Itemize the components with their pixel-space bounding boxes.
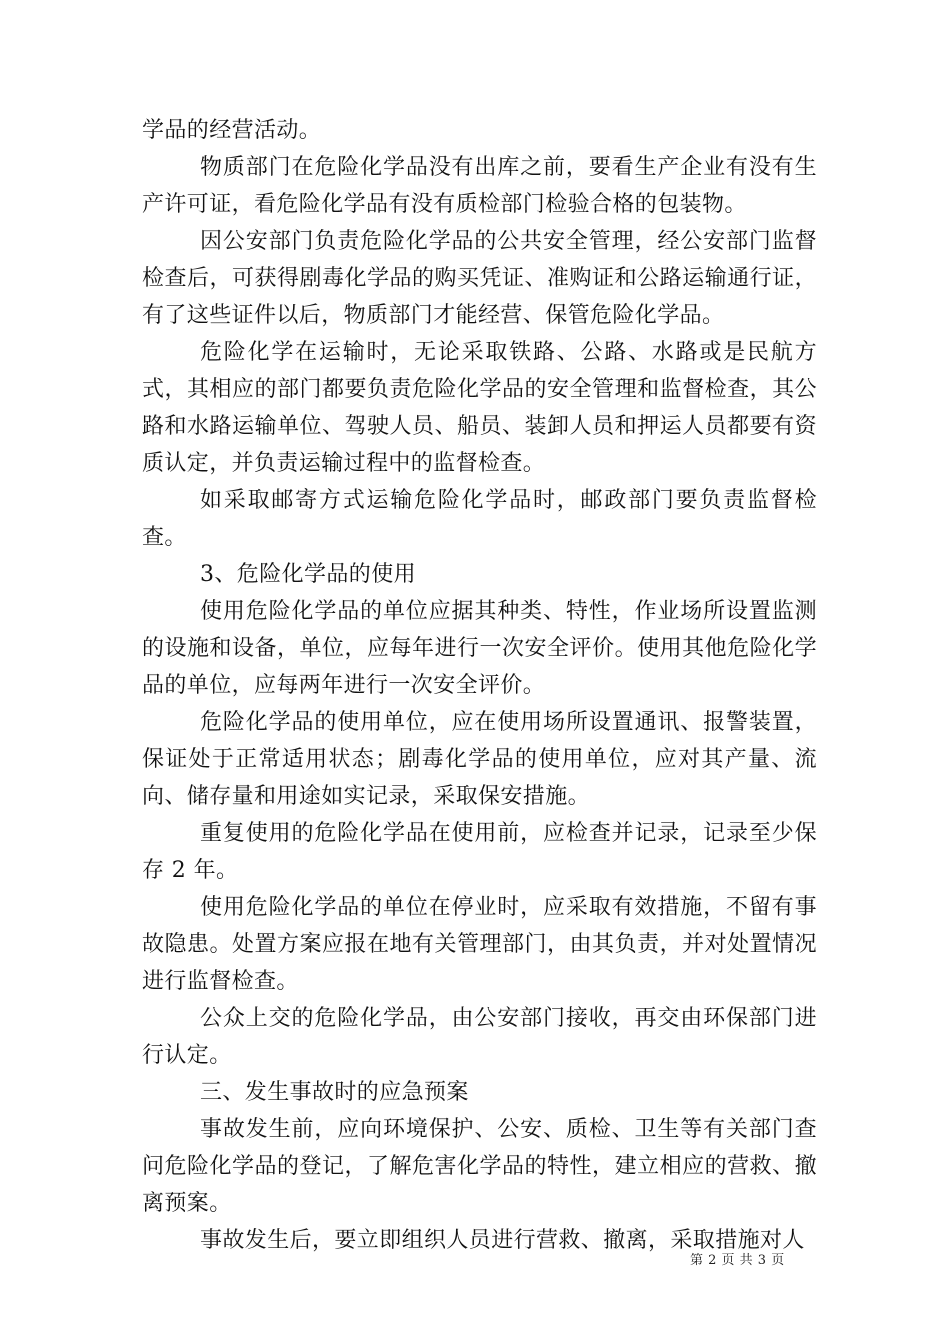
- page-number-footer: 第 2 页 共 3 页: [690, 1253, 785, 1268]
- paragraph-10: 使用危险化学品的单位在停业时，应采取有效措施，不留有事故隐患。处置方案应报在地有关管理部门，由其负责，并对处置情况进行监督检查。: [142, 895, 817, 994]
- paragraph-3: 因公安部门负责危险化学品的公共安全管理，经公安部门监督检查后，可获得剧毒化学品的购买凭证、准购证和公路运输通行证，有了这些证件以后，物质部门才能经营、保管危险化学品。: [142, 229, 817, 328]
- paragraph-14: 事故发生后，要立即组织人员进行营救、撤离，采取措施对人: [200, 1228, 805, 1253]
- paragraph-13: 事故发生前，应向环境保护、公安、质检、卫生等有关部门查问危险化学品的登记，了解危害化学品的特性，建立相应的营救、撤离预案。: [142, 1117, 817, 1216]
- paragraph-7: 使用危险化学品的单位应据其种类、特性，作业场所设置监测的设施和设备，单位，应每年进行一次安全评价。使用其他危险化学品的单位，应每两年进行一次安全评价。: [142, 599, 817, 698]
- paragraph-8: 危险化学品的使用单位，应在使用场所设置通讯、报警装置，保证处于正常适用状态；剧毒化学品的使用单位，应对其产量、流向、储存量和用途如实记录，采取保安措施。: [142, 710, 817, 809]
- paragraph-11: 公众上交的危险化学品，由公安部门接收，再交由环保部门进行认定。: [142, 1006, 817, 1068]
- paragraph-2: 物质部门在危险化学品没有出库之前，要看生产企业有没有生产许可证，看危险化学品有没有质检部门检验合格的包装物。: [142, 155, 817, 217]
- paragraph-1: 学品的经营活动。: [142, 118, 322, 143]
- paragraph-4: 危险化学在运输时，无论采取铁路、公路、水路或是民航方式，其相应的部门都要负责危险化学品的安全管理和监督检查，其公路和水路运输单位、驾驶人员、船员、装卸人员和押运人员都要有资质认定，并负责运输过程中的监督检查。: [142, 340, 817, 476]
- paragraph-9: 重复使用的危险化学品在使用前，应检查并记录，记录至少保存 2 年。: [142, 821, 817, 883]
- section-heading-usage: 3、危险化学品的使用: [200, 562, 416, 587]
- paragraph-5: 如采取邮寄方式运输危险化学品时，邮政部门要负责监督检查。: [142, 488, 817, 550]
- section-heading-emergency: 三、发生事故时的应急预案: [200, 1080, 469, 1105]
- document-body: [142, 112, 817, 1259]
